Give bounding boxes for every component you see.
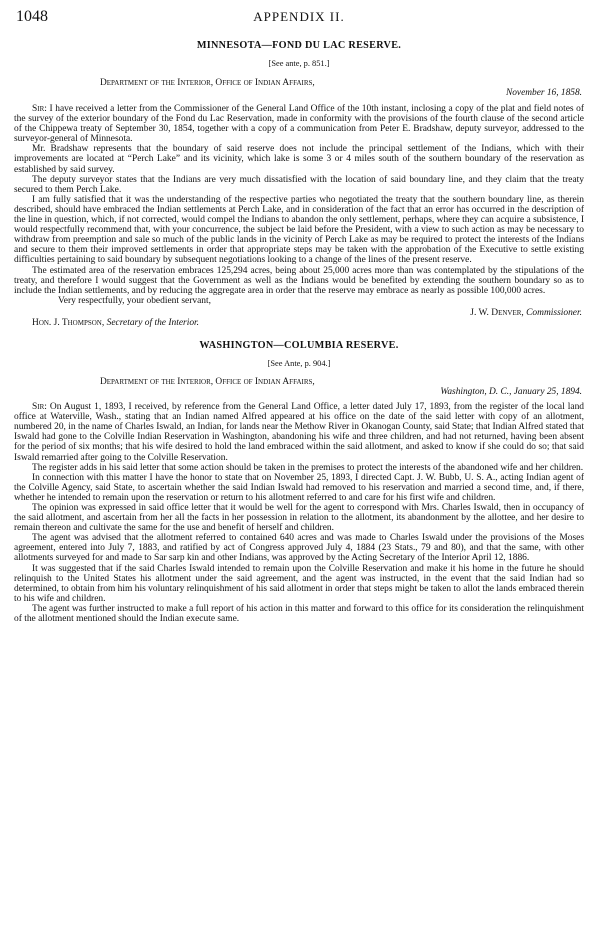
salutation: Sir: xyxy=(32,402,47,413)
running-header xyxy=(14,6,584,28)
department-line: Department of the Interior, Office of Indian Affairs, xyxy=(100,377,315,388)
letterhead xyxy=(100,377,584,397)
addressee xyxy=(32,318,584,328)
department-line: Department of the Interior, Office of Indian Affairs, xyxy=(100,78,315,88)
letter-body xyxy=(14,402,584,624)
paragraph: The register adds in his said letter that some action should be taken in the premises to protect the interests of the abandoned wife and her children. xyxy=(32,462,584,473)
cross-reference: [See Ante, p. 904.] xyxy=(267,359,331,369)
signer-title: Commissioner. xyxy=(526,307,582,318)
paragraph: The agent was further instructed to make a full report of his action in this matter and forward to this office for its consideration the relinquishment of the allotment mentioned should the Indian execute same. xyxy=(14,603,584,625)
paragraph: The deputy surveyor states that the Indians are very much dissatisfied with the location of said boundary line, and they claim that the treaty secured to them Perch Lake. xyxy=(14,174,584,195)
salutation: Sir: xyxy=(32,104,47,114)
cross-reference: [See ante, p. 851.] xyxy=(268,59,330,68)
section-title: WASHINGTON—COLUMBIA RESERVE. xyxy=(199,340,399,352)
paragraph: It was suggested that if the said Charles Iswald intended to remain upon the Colville Reservation and make it his home in the future he should relinquish to the United States his allotment under the said agreement, and the agent was instructed, in the event that the said Indian had so determined, to obtain from him his voluntary relinquishment of his said allotment in order that steps might be taken to allot the lands embraced therein to his wife and children. xyxy=(14,563,584,604)
paragraph: I am fully satisfied that it was the understanding of the respective parties who negotiated the treaty that the southern boundary line, as therein described, should have embraced the Indian settlements at Perch Lake, and in consideration of the fact that an error has occurred in the description of the line in question, which, if not corrected, would compel the Indians to abandon the only settlement, perhaps, where they can acquire a subsistence, I would respectfully recommend that, with your concurrence, the subject be laid before the President, with a view to such action as may be necessary to withdraw from preemption and sale so much of the public lands in the vicinity of Perch Lake as may be required to protect the interests of the Indians and secure to them their improved settlements in order that appropriate steps may be taken with the approbation of the Executive to settle existing difficulties pertaining to said boundary by subsequent negotiations looking to a change of the lines of the present reserve. xyxy=(14,194,584,266)
page-number: 1048 xyxy=(16,8,48,25)
letter-date: November 16, 1858. xyxy=(505,88,582,98)
paragraph: The estimated area of the reservation embraces 125,294 acres, being about 25,000 acres more than was contemplated by the stipulations of the treaty, and therefore I would suggest that the Government as well as the Indians would be benefited by extending the southern boundary so as to include the Indian settlements, and by reducing the aggregate area in order that the reserve may embrace as nearly as possible 100,000 acres. xyxy=(14,265,584,296)
paragraph: Mr. Bradshaw represents that the boundary of said reserve does not include the principal settlement of the Indians, which with their improvements are located at “Perch Lake” and its vicinity, which lake is some 3 or 4 miles south of the southern boundary of the reservation as established by said survey. xyxy=(14,144,584,175)
section-title: MINNESOTA—FOND DU LAC RESERVE. xyxy=(196,40,402,51)
section-washington xyxy=(14,340,584,624)
letterhead xyxy=(100,78,584,98)
running-title: APPENDIX II. xyxy=(253,9,345,24)
signer-name: J. W. Denver, xyxy=(470,307,524,318)
letter-date: Washington, D. C., January 25, 1894. xyxy=(440,387,582,398)
closing: Very respectfully, your obedient servant, xyxy=(58,295,211,306)
addressee-title: Secretary of the Interior. xyxy=(106,317,200,328)
paragraph: In connection with this matter I have the honor to state that on November 25, 1893, I directed Capt. J. W. Bubb, U. S. A., acting Indian agent of the Colville Agency, said State, to ascertain whether the said Indian Iswald had removed to his reservation and married a second time, and, if there, whether he intended to remain upon the reservation or return to his allotment referred to and care for his first wife and children. xyxy=(14,472,584,503)
letter-body xyxy=(14,104,584,296)
paragraph: The opinion was expressed in said office letter that it would be well for the agent to correspond with Mrs. Charles Iswald, then in occupancy of the said allotment, and ascertain from her all the facts in her possession in relation to the allotment, its abandonment by the allottee, and her desire to remain thereon and cultivate the same for the use and benefit of herself and children. xyxy=(14,503,584,534)
paragraph: Sir: On August 1, 1893, I received, by reference from the General Land Office, a letter dated July 17, 1893, from the register of the local land office at Waterville, Wash., stating that an Indian named Alfred appeared at his office on the date of the said letter with copy of an allotment, numbered 20, in the name of Charles Iswald, an Indian, for lands near the Methow River in Okanogan County, said State; that Indian Alfred stated that Iswald had gone to the Colville Indian Reservation in Washington, abandoning his wife and three children, and had not returned, having been absent for the period of six months; that his wife desired to hold the land embraced within the said allotment, and asked to know if she could do so; that said Iswald remarried after going to the Colville Reservation. xyxy=(14,402,585,463)
paragraph: Sir: I have received a letter from the Commissioner of the General Land Office of the 10th instant, inclosing a copy of the plat and field notes of the survey of the exterior boundary of the Fond du Lac Reservation, made in conformity with the provisions of the fourth clause of the second article of the Chippewa treaty of September 30, 1854, together with a copy of a communication from Peter E. Bradshaw, deputy surveyor, addressed to the surveyor-general of Minnesota. xyxy=(14,104,585,145)
section-minnesota xyxy=(14,40,584,328)
paragraph: The agent was advised that the allotment referred to contained 640 acres and was made to Charles Iswald under the provisions of the Moses agreement, entered into July 7, 1883, and ratified by act of Congress approved July 4, 1884 (23 Stats., 79 and 80), and that the same, with other allotments surveyed for and made to Sar sarp kin and other Indians, was approved by the Acting Secretary of the Interior April 12, 1886. xyxy=(14,533,584,564)
signature xyxy=(14,308,582,318)
addressee-name: Hon. J. Thompson, xyxy=(32,317,105,328)
